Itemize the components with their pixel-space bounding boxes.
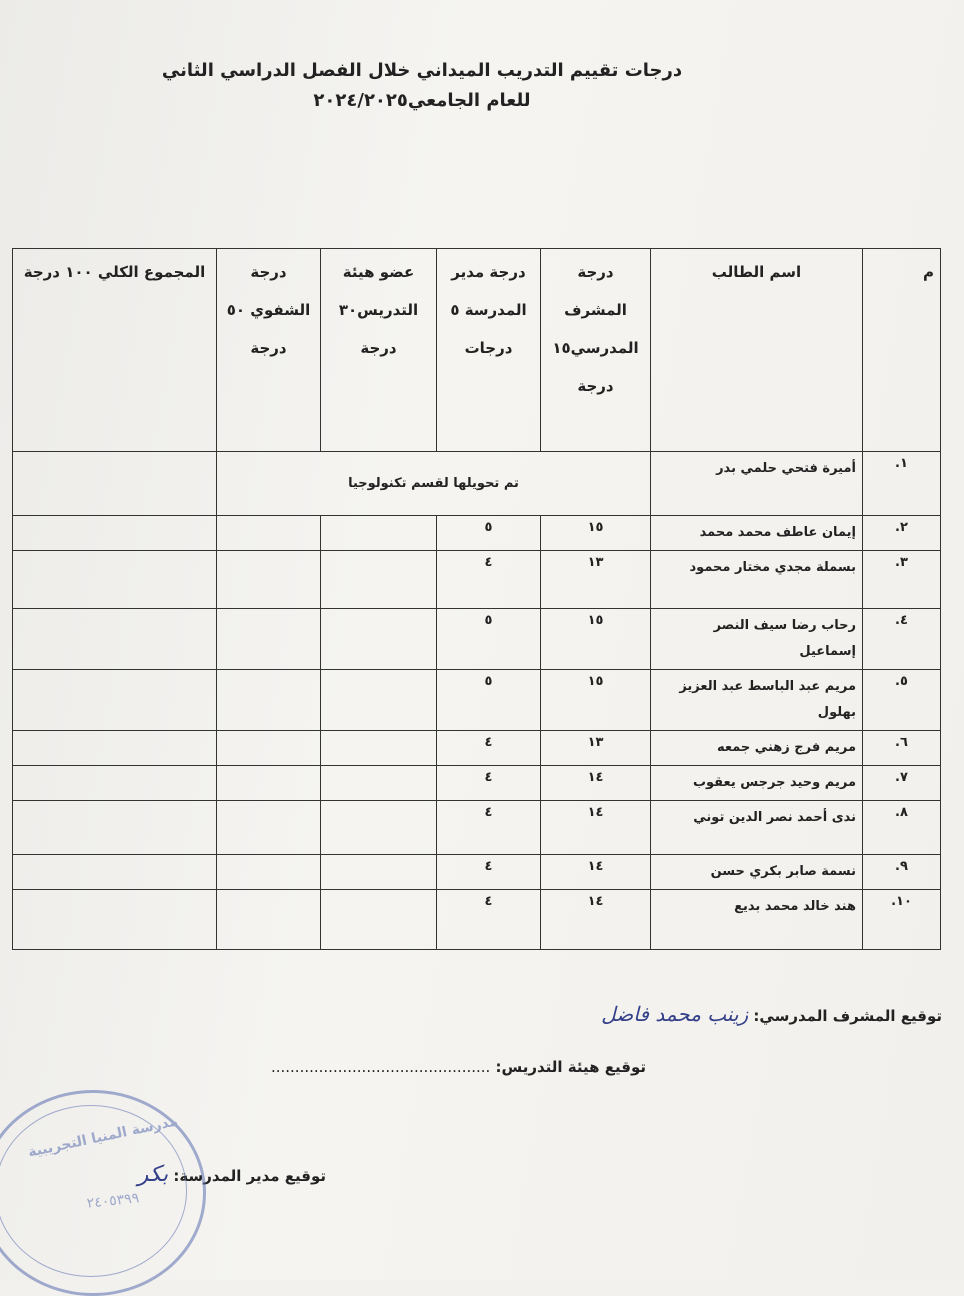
faculty-grade [321,551,437,609]
total-cell [13,551,217,609]
table-row [13,855,941,890]
student-name: هند خالد محمد بديع [651,890,863,950]
table-row [13,766,941,801]
student-name: إيمان عاطف محمد محمد [651,516,863,551]
header-total: المجموع الكلي ١٠٠ درجة [13,249,217,452]
row-number: ٦. [863,731,941,766]
oral-grade [217,766,321,801]
table-row [13,516,941,551]
faculty-grade [321,731,437,766]
table-header-row [13,249,941,452]
student-name: أميرة فتحي حلمي بدر [651,452,863,516]
row-number: ٩. [863,855,941,890]
row-number: ١٠. [863,890,941,950]
row-number: ٣. [863,551,941,609]
row-number: ٥. [863,670,941,731]
faculty-signature-label: توقيع هيئة التدريس: [495,1058,646,1076]
principal-grade: ٤ [437,551,541,609]
table-row [13,670,941,731]
total-cell [13,452,217,516]
row-number: ١. [863,452,941,516]
oral-grade [217,801,321,855]
table-row [13,801,941,855]
header-name: اسم الطالب [651,249,863,452]
title-line-2: للعام الجامعي٢٠٢٤/٢٠٢٥ [313,90,531,111]
principal-grade: ٤ [437,890,541,950]
total-cell [13,731,217,766]
principal-grade: ٤ [437,731,541,766]
oral-grade [217,516,321,551]
principal-grade: ٥ [437,609,541,670]
supervisor-grade: ١٤ [541,801,651,855]
total-cell [13,670,217,731]
student-name: مريم وحيد جرجس يعقوب [651,766,863,801]
faculty-signature-dots: .............................................. [270,1058,491,1076]
principal-signature-label: توقيع مدير المدرسة: [173,1167,326,1185]
principal-grade: ٤ [437,766,541,801]
oral-grade [217,609,321,670]
row-number: ٨. [863,801,941,855]
principal-grade: ٤ [437,801,541,855]
student-name: نسمة صابر بكري حسن [651,855,863,890]
document-title [0,56,964,116]
table-row [13,551,941,609]
supervisor-grade: ١٤ [541,890,651,950]
stamp-number: ٢٤٠٥٣٩٩ [85,1190,141,1212]
faculty-grade [321,766,437,801]
principal-signature: بكر [137,1162,169,1187]
supervisor-grade: ١٥ [541,516,651,551]
supervisor-grade: ١٣ [541,551,651,609]
title-line-1: درجات تقييم التدريب الميداني خلال الفصل الدراسي الثاني [161,60,683,81]
faculty-grade [321,670,437,731]
supervisor-signature-label: توقيع المشرف المدرسي: [753,1007,942,1025]
student-name: رحاب رضا سيف النصر إسماعيل [651,609,863,670]
header-no: م [863,249,941,452]
faculty-grade [321,516,437,551]
stamp-text: مدرسة المنيا التجريبية [26,1113,180,1161]
supervisor-grade: ١٤ [541,855,651,890]
student-name: ندى أحمد نصر الدين توني [651,801,863,855]
student-name: بسملة مجدي مختار محمود [651,551,863,609]
faculty-grade [321,801,437,855]
supervisor-grade: ١٤ [541,766,651,801]
principal-grade: ٥ [437,670,541,731]
principal-grade: ٤ [437,855,541,890]
total-cell [13,516,217,551]
student-name: مريم فرج زهني جمعه [651,731,863,766]
faculty-grade [321,890,437,950]
principal-grade: ٥ [437,516,541,551]
row-number: ٢. [863,516,941,551]
header-faculty: عضو هيئة التدريس٣٠ درجة [321,249,437,452]
supervisor-grade: ١٥ [541,609,651,670]
header-supervisor: درجة المشرف المدرسي١٥ درجة [541,249,651,452]
row-number: ٧. [863,766,941,801]
supervisor-grade: ١٣ [541,731,651,766]
table-row [13,452,941,516]
faculty-grade [321,609,437,670]
oral-grade [217,670,321,731]
supervisor-signature: زينب محمد فاضل [601,1002,749,1026]
faculty-signature-line [271,1058,646,1076]
header-oral: درجة الشفوي ٥٠ درجة [217,249,321,452]
total-cell [13,801,217,855]
grades-table [12,248,941,950]
student-name: مريم عبد الباسط عبد العزيز بهلول [651,670,863,731]
total-cell [13,766,217,801]
row-number: ٤. [863,609,941,670]
oral-grade [217,731,321,766]
table-row [13,890,941,950]
header-principal: درجة مدير المدرسة ٥ درجات [437,249,541,452]
supervisor-signature-line [601,1002,942,1026]
table-row [13,731,941,766]
total-cell [13,855,217,890]
transfer-note: تم تحويلها لقسم تكنولوجيا [217,452,651,516]
total-cell [13,890,217,950]
oral-grade [217,551,321,609]
oral-grade [217,890,321,950]
table-row [13,609,941,670]
oral-grade [217,855,321,890]
supervisor-grade: ١٥ [541,670,651,731]
total-cell [13,609,217,670]
faculty-grade [321,855,437,890]
